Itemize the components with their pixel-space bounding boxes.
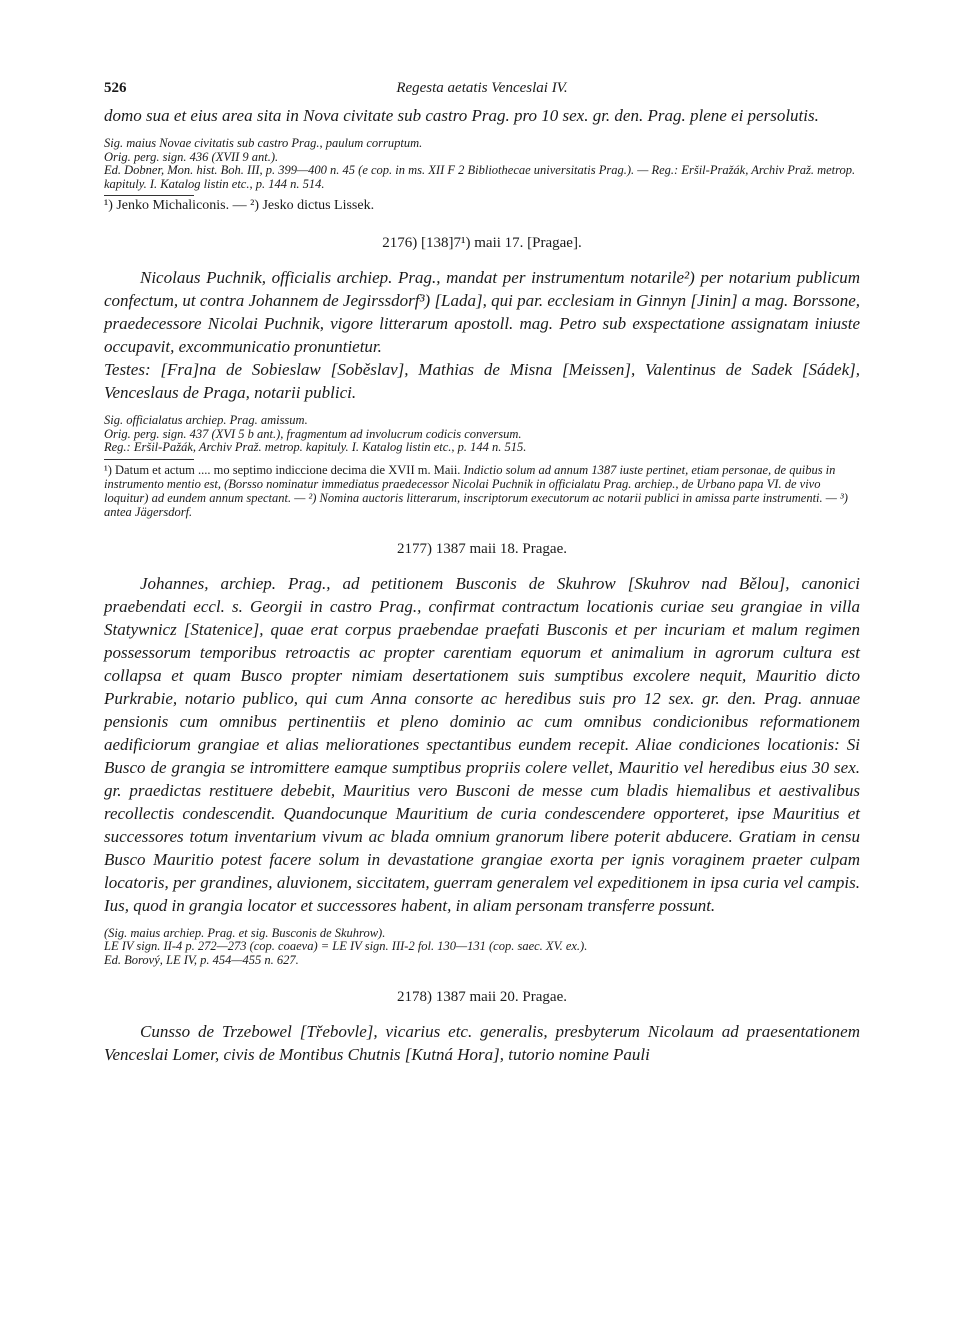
meta-line: Orig. perg. sign. 437 (XVI 5 b ant.), fragmentum ad involucrum codicis conversum. bbox=[104, 426, 522, 441]
entry-meta-2176 bbox=[104, 414, 860, 455]
continuation-text: domo sua et eius area sita in Nova civitate sub castro Prag. pro 10 sex. gr. den. Prag. plene ei persolutis. bbox=[104, 106, 819, 125]
meta-line: LE IV sign. II-4 p. 272—273 (cop. coaeva) = LE IV sign. III-2 fol. 130—131 (cop. saec. XV. ex.). bbox=[104, 939, 588, 953]
meta-line: Ed. Dobner, Mon. hist. Boh. III, p. 399—400 n. 45 (e cop. in ms. XII F 2 Bibliothecae universitatis Prag.). — Reg.: Eršil-Pražák, Archiv Praž. metrop. kapituly. I. Katalog listin etc., p. 144 n. 514. bbox=[104, 163, 856, 191]
entry-meta-2177 bbox=[104, 927, 860, 968]
meta-line: Sig. officialatus archiep. Prag. amissum. bbox=[104, 413, 308, 427]
document-page bbox=[104, 74, 860, 1066]
footnote-lead: ¹) Datum et actum .... mo septimo indiccione decima die XVII m. Maii. bbox=[104, 462, 461, 477]
footnote-rule bbox=[104, 459, 194, 460]
continuation-footnotes: ¹) Jenko Michaliconis. — ²) Jesko dictus Lissek. bbox=[104, 198, 375, 213]
meta-line: (Sig. maius archiep. Prag. et sig. Busconis de Skuhrow). bbox=[104, 925, 386, 940]
entry-heading-2177: 2177) 1387 maii 18. Pragae. bbox=[397, 540, 567, 557]
entry-text-2176: Nicolaus Puchnik, officialis archiep. Prag., mandat per instrumentum notarile²) per notarium publicum confectum, ut contra Johannem de Jegirssdorf³) [Lada], qui par. ecclesiam in Ginnyn [Jinin] a mag. Borssone, praedecessore Nicolai Puchnik, vigore litterarum apostoll. mag. Petro sub exspectatione assignatam iniuste occupavit, excommunicatio pronuntietur. bbox=[104, 268, 860, 356]
meta-line: Sig. maius Novae civitatis sub castro Prag., paulum corruptum. bbox=[104, 136, 423, 150]
footnote-rest: Indictio solum ad annum 1387 iuste pertinet, etiam personae, de quibus in instrumento mentio est, (Borsso nominatur immediatus praedecessor Nicolai Puchnik in officialatu Prag. archiep., de Urbano papa VI. de vivo loquitur) ad eundem annum spectant. — ²) Nomina auctoris litterarum, inscriptorum executorum ac notarii publici in amissa parte instrumenti. — ³) antea Jägersdorf. bbox=[104, 462, 848, 519]
entry-text-2177: Johannes, archiep. Prag., ad petitionem Busconis de Skuhrow [Skuhrov nad Bělou], canonici praebendati eccl. s. Georgii in castro Prag., confirmat contractum locationis curiae seu grangiae in villa Statywnicz [Statenice], quae erat corpus praebendae praefati Busconis et per incuriam et malum regimen possessorum temporibus retroactis ac propter carentiam equorum et animalium in agrorum cultura est collapsa et quam Busco propter nimiam desertationem suis sumptibus excolere nequit, Mauritio dicto Purkrabie, notario publico, qui cum Anna consorte ac heredibus suis pro 12 sex. gr. den. Prag. annuae pensionis cum omnibus pertinentiis et pleno dominio ac cum omnibus condicionibus reformationem aedificiorum grangiae et alias meliorationes spectantibus eundem recepit. Aliae condiciones locationis: Si Busco de grangia se intromittere eamque sumptibus propriis colere vellet, Mauritio vel heredibus eius 30 sex. gr. praedictas restituere debebit, Mauritius vero Busconi de messe cum bladis hiemalibus et aestivalibus recollectis condescendit. Quandocunque Mauritium de curia condescendere opporteret, ipse Mauritius et successores totum inventarium vivum ac blada omnium granorum libere poterit abducere. Gratiam in censu Busco Mauritio potest facere solum in devastatione grangiae exorta per ignis voraginem praeter culpam locatoris, per grandines, aluvionem, siccitatem, guerram generalem vel expeditionem in ipsa curia vel campis. Ius, quod in grangia locator et successores habent, in aliam personam transferre possunt. bbox=[104, 573, 860, 915]
entry-heading-2178: 2178) 1387 maii 20. Pragae. bbox=[397, 989, 567, 1005]
entry-testes-2176: Testes: [Fra]na de Sobieslaw [Soběslav], Mathias de Misna [Meissen], Valentinus de Sadek [Sádek], Venceslaus de Praga, notarii publici. bbox=[104, 360, 860, 402]
meta-line: Orig. perg. sign. 436 (XVII 9 ant.). bbox=[104, 149, 279, 164]
entry-footnotes-2176 bbox=[104, 463, 860, 519]
entry-heading-2176: 2176) [138]7¹) maii 17. [Pragae]. bbox=[382, 235, 582, 251]
continuation-meta bbox=[104, 137, 860, 191]
meta-line: Ed. Borový, LE IV, p. 454—455 n. 627. bbox=[104, 952, 299, 967]
footnote-rule bbox=[104, 195, 194, 196]
entry-text-2178: Cunsso de Trzebowel [Třebovle], vicarius etc. generalis, presbyterum Nicolaum ad praesentationem Venceslai Lomer, civis de Montibus Chutnis [Kutná Hora], tutorio nomine Pauli bbox=[104, 1022, 860, 1064]
running-head bbox=[104, 74, 860, 104]
page-number: 526 bbox=[104, 80, 127, 96]
running-title: Regesta aetatis Venceslai IV. bbox=[396, 80, 568, 96]
meta-line: Reg.: Eršil-Pažák, Archiv Praž. metrop. kapituly. I. Katalog listin etc., p. 144 n. 515. bbox=[104, 440, 527, 454]
